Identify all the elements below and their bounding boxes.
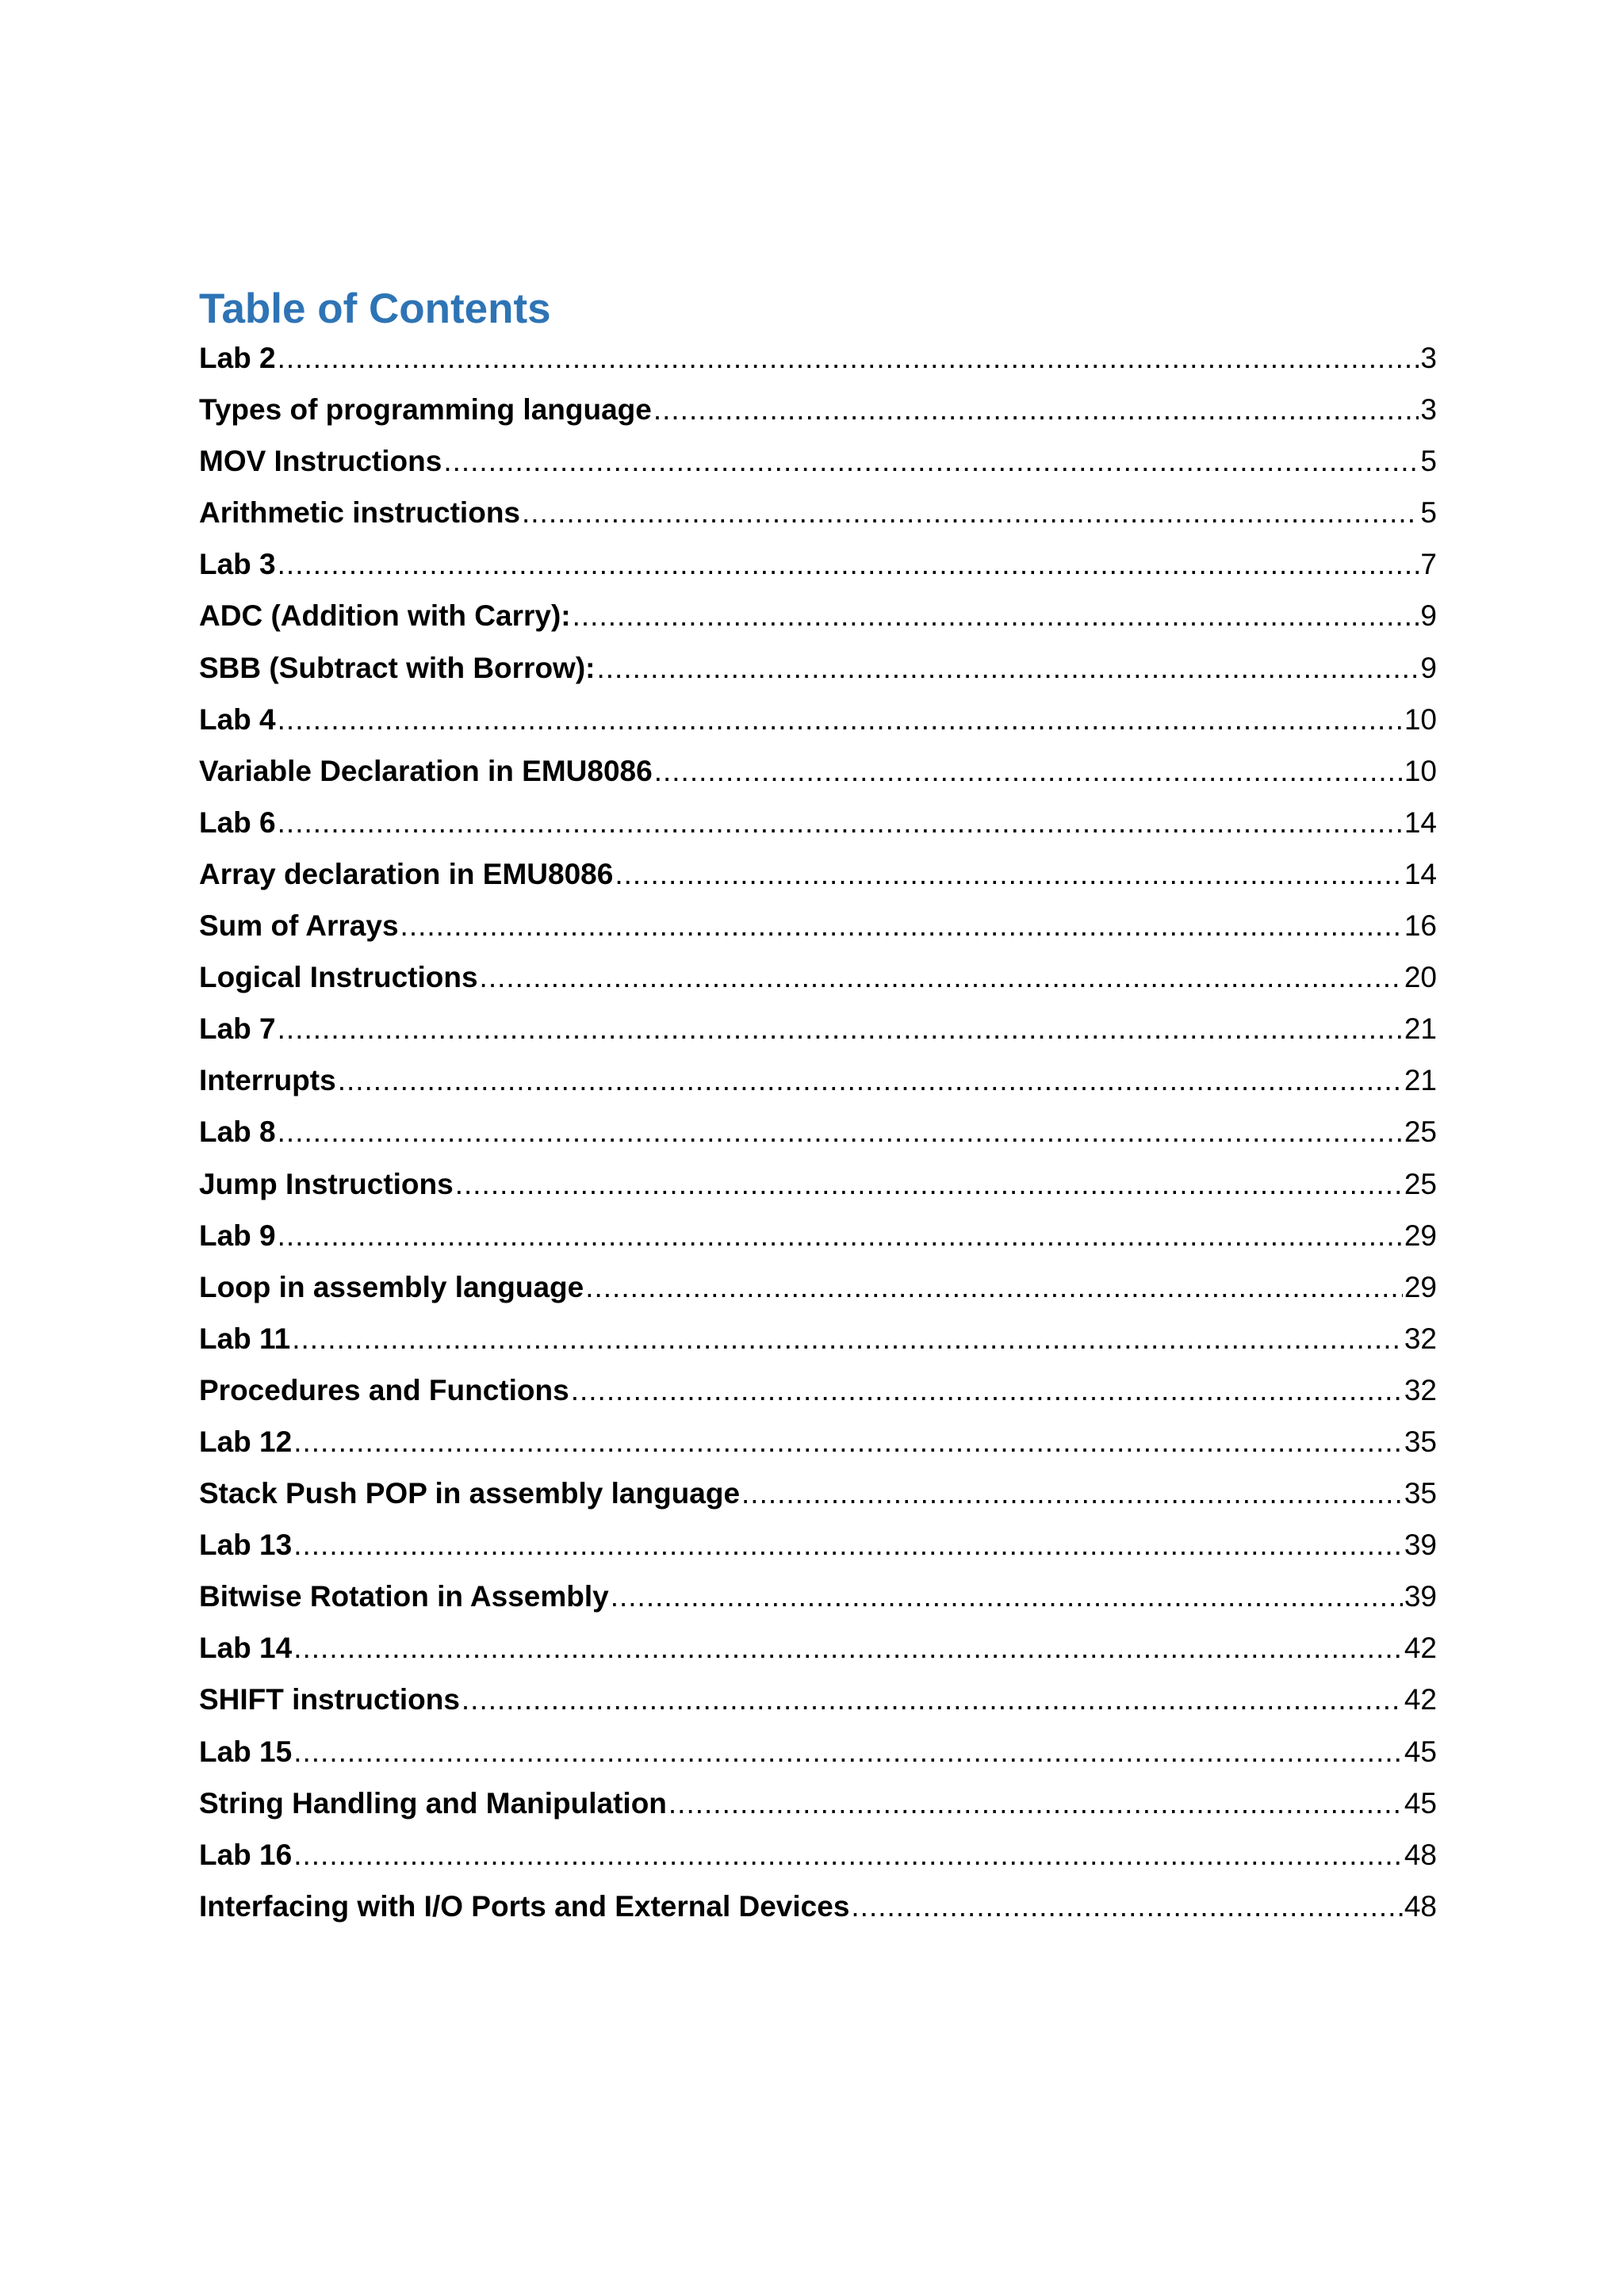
- toc-entry-page-number: 42: [1404, 1683, 1437, 1716]
- toc-entry-label: Bitwise Rotation in Assembly: [199, 1580, 609, 1613]
- toc-entry-label: String Handling and Manipulation: [199, 1786, 667, 1820]
- toc-entry-label: Loop in assembly language: [199, 1270, 584, 1303]
- toc-entry[interactable]: [199, 1269, 1437, 1320]
- toc-entry-page-number: 29: [1404, 1219, 1437, 1252]
- toc-entry-page-number: 45: [1404, 1735, 1437, 1768]
- toc-leader-dots: [615, 855, 1403, 894]
- toc-entry-page-number: 14: [1404, 857, 1437, 890]
- toc-entry[interactable]: [199, 494, 1437, 545]
- toc-leader-dots: [851, 1888, 1402, 1926]
- toc-entry-label: Lab 7: [199, 1012, 276, 1046]
- toc-entry-label: Lab 16: [199, 1838, 293, 1871]
- toc-entry[interactable]: [199, 1062, 1437, 1113]
- toc-leader-dots: [654, 752, 1403, 790]
- toc-entry[interactable]: [199, 391, 1437, 442]
- toc-entry-label: Lab 12: [199, 1425, 293, 1458]
- toc-entry[interactable]: [199, 339, 1437, 391]
- toc-entry[interactable]: [199, 804, 1437, 855]
- toc-leader-dots: [596, 649, 1419, 687]
- toc-entry-page-number: 10: [1404, 702, 1437, 736]
- toc-leader-dots: [443, 442, 1419, 480]
- toc-entry[interactable]: [199, 1113, 1437, 1165]
- toc-entry-page-number: 14: [1404, 806, 1437, 839]
- toc-entry[interactable]: [199, 959, 1437, 1010]
- toc-entry-page-number: 7: [1420, 548, 1437, 581]
- toc-entry-page-number: 42: [1404, 1632, 1437, 1665]
- toc-entry-label: Lab 2: [199, 342, 276, 374]
- toc-leader-dots: [293, 1526, 1403, 1564]
- toc-entry-label: Jump Instructions: [199, 1167, 454, 1200]
- toc-entry-label: Lab 4: [199, 702, 276, 736]
- toc-entry[interactable]: [199, 1165, 1437, 1217]
- toc-entry[interactable]: [199, 1320, 1437, 1372]
- toc-leader-dots: [293, 1836, 1403, 1874]
- toc-entry-page-number: 45: [1404, 1786, 1437, 1820]
- toc-entry[interactable]: [199, 701, 1437, 752]
- toc-entry-label: Logical Instructions: [199, 961, 478, 994]
- toc-leader-dots: [278, 1010, 1403, 1048]
- toc-entry-page-number: 9: [1420, 599, 1437, 633]
- toc-entry-label: Variable Declaration in EMU8086: [199, 754, 653, 787]
- toc-entry-label: Lab 8: [199, 1115, 276, 1149]
- toc-entry-page-number: 29: [1404, 1270, 1437, 1303]
- toc-entry-page-number: 48: [1404, 1889, 1437, 1923]
- toc-entry-page-number: 16: [1404, 909, 1437, 943]
- toc-entry-page-number: 3: [1420, 342, 1437, 374]
- toc-leader-dots: [455, 1165, 1403, 1203]
- toc-entry-label: Interrupts: [199, 1064, 336, 1097]
- toc-entry-label: Lab 3: [199, 548, 276, 581]
- toc-leader-dots: [741, 1475, 1403, 1513]
- toc-leader-dots: [573, 597, 1419, 635]
- toc-leader-dots: [292, 1320, 1403, 1358]
- toc-entry-page-number: 21: [1404, 1012, 1437, 1046]
- toc-entry-page-number: 3: [1420, 393, 1437, 427]
- toc-entry-label: Lab 14: [199, 1632, 293, 1665]
- toc-entry-label: Lab 13: [199, 1529, 293, 1562]
- toc-entry[interactable]: [199, 442, 1437, 494]
- toc-entry[interactable]: [199, 1010, 1437, 1062]
- toc-entry-page-number: 10: [1404, 754, 1437, 787]
- toc-entry-page-number: 32: [1404, 1322, 1437, 1355]
- toc-leader-dots: [653, 391, 1419, 429]
- toc-entry-page-number: 32: [1404, 1373, 1437, 1406]
- toc-entry[interactable]: [199, 1629, 1437, 1681]
- toc-entry-page-number: 35: [1404, 1477, 1437, 1510]
- toc-entry-label: Interfacing with I/O Ports and External Devices: [199, 1889, 850, 1923]
- toc-entry[interactable]: [199, 855, 1437, 907]
- toc-entry[interactable]: [199, 1217, 1437, 1269]
- toc-leader-dots: [611, 1578, 1403, 1616]
- toc-leader-dots: [338, 1062, 1403, 1100]
- toc-entry-page-number: 39: [1404, 1580, 1437, 1613]
- toc-leader-dots: [293, 1629, 1403, 1667]
- toc-entry[interactable]: [199, 1888, 1437, 1939]
- toc-leader-dots: [571, 1372, 1403, 1410]
- toc-entry[interactable]: [199, 1372, 1437, 1423]
- toc-entry-page-number: 5: [1420, 496, 1437, 530]
- toc-entry-page-number: 21: [1404, 1064, 1437, 1097]
- toc-leader-dots: [462, 1681, 1403, 1719]
- toc-entry[interactable]: [199, 752, 1437, 804]
- toc-leader-dots: [293, 1733, 1403, 1771]
- toc-entry-page-number: 9: [1420, 651, 1437, 684]
- toc-entry-label: Lab 9: [199, 1219, 276, 1252]
- toc-entry-page-number: 39: [1404, 1529, 1437, 1562]
- toc-entry[interactable]: [199, 1836, 1437, 1888]
- toc-leader-dots: [278, 545, 1419, 584]
- toc-leader-dots: [400, 907, 1403, 945]
- toc-leader-dots: [278, 339, 1419, 377]
- toc-leader-dots: [522, 494, 1419, 532]
- toc-entry-page-number: 5: [1420, 445, 1437, 478]
- toc-list: [199, 339, 1437, 1939]
- toc-entry[interactable]: [199, 1733, 1437, 1785]
- toc-entry[interactable]: [199, 1681, 1437, 1732]
- toc-entry-label: Stack Push POP in assembly language: [199, 1477, 741, 1510]
- toc-entry-page-number: 20: [1404, 961, 1437, 994]
- toc-leader-dots: [668, 1785, 1403, 1823]
- toc-leader-dots: [480, 959, 1403, 997]
- toc-entry-page-number: 25: [1404, 1167, 1437, 1200]
- toc-entry-label: ADC (Addition with Carry):: [199, 599, 571, 633]
- toc-leader-dots: [278, 804, 1403, 842]
- toc-entry-page-number: 25: [1404, 1115, 1437, 1149]
- toc-entry-label: Array declaration in EMU8086: [199, 857, 614, 890]
- toc-entry[interactable]: [199, 907, 1437, 959]
- toc-entry[interactable]: [199, 1475, 1437, 1526]
- toc-entry-label: Lab 15: [199, 1735, 293, 1768]
- toc-entry[interactable]: [199, 1785, 1437, 1836]
- toc-entry-label: SHIFT instructions: [199, 1683, 460, 1716]
- toc-entry-label: Arithmetic instructions: [199, 496, 520, 530]
- toc-entry[interactable]: [199, 649, 1437, 701]
- toc-entry-page-number: 35: [1404, 1425, 1437, 1458]
- toc-entry-label: Procedures and Functions: [199, 1373, 569, 1406]
- toc-title: Table of Contents: [199, 285, 551, 332]
- toc-leader-dots: [278, 701, 1403, 739]
- toc-entry-label: SBB (Subtract with Borrow):: [199, 651, 596, 684]
- toc-entry-label: Sum of Arrays: [199, 909, 399, 943]
- toc-entry[interactable]: [199, 1578, 1437, 1629]
- toc-leader-dots: [278, 1217, 1403, 1255]
- toc-entry[interactable]: [199, 1423, 1437, 1475]
- toc-entry-label: Types of programming language: [199, 393, 652, 427]
- toc-leader-dots: [278, 1113, 1403, 1151]
- toc-leader-dots: [585, 1269, 1403, 1307]
- toc-entry[interactable]: [199, 597, 1437, 649]
- toc-entry-label: Lab 11: [199, 1322, 291, 1355]
- toc-entry-page-number: 48: [1404, 1838, 1437, 1871]
- toc-entry-label: Lab 6: [199, 806, 276, 839]
- toc-entry-label: MOV Instructions: [199, 445, 442, 478]
- toc-entry[interactable]: [199, 1526, 1437, 1578]
- toc-entry[interactable]: [199, 545, 1437, 597]
- toc-leader-dots: [293, 1423, 1403, 1461]
